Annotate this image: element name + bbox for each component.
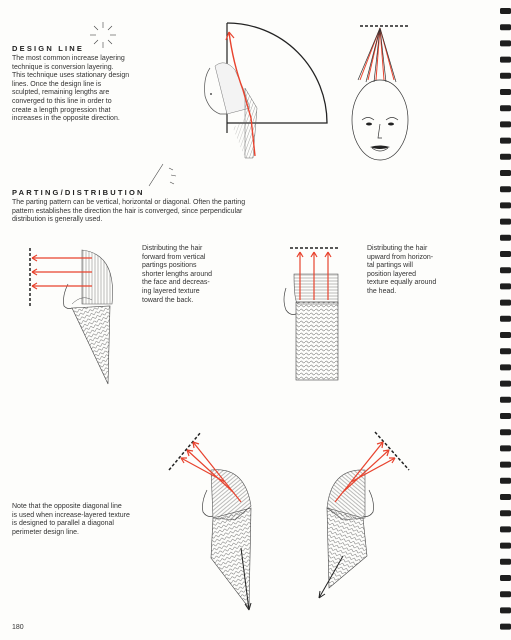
binding-ring bbox=[500, 478, 511, 484]
text-line: texture equally around bbox=[367, 279, 437, 287]
binding-ring bbox=[500, 462, 511, 468]
binding-ring bbox=[500, 89, 511, 95]
text-line: The parting pattern can be vertical, horizontal or diagonal. Often the parting bbox=[12, 199, 246, 206]
binding-ring bbox=[500, 332, 511, 338]
diagonal-parting-caption bbox=[12, 503, 172, 537]
binding-ring bbox=[500, 267, 511, 273]
text-line: Note that the opposite diagonal line bbox=[12, 503, 122, 510]
vertical-parting-illustration bbox=[22, 244, 142, 384]
compass-rose-icon bbox=[88, 20, 118, 50]
binding-ring bbox=[500, 316, 511, 322]
parting-heading: PARTING/DISTRIBUTION bbox=[12, 188, 145, 197]
binding-ring bbox=[500, 251, 511, 257]
text-line: shorter lengths around bbox=[142, 270, 213, 278]
parting-paragraph bbox=[12, 199, 352, 225]
text-line: tal partings will bbox=[367, 262, 413, 270]
binding-ring bbox=[500, 607, 511, 613]
binding-ring bbox=[500, 429, 511, 435]
binding-ring bbox=[500, 8, 511, 14]
text-line: pattern establishes the direction the hair is converged, since perpendicular bbox=[12, 207, 243, 215]
binding-ring bbox=[500, 591, 511, 597]
page-number: 180 bbox=[12, 624, 24, 631]
text-line: Distributing the hair bbox=[142, 245, 203, 252]
binding-ring bbox=[500, 154, 511, 160]
text-line: sculpted, remaining lengths are bbox=[12, 89, 110, 97]
text-line: technique is conversion layering. bbox=[12, 63, 114, 71]
binding-ring bbox=[500, 397, 511, 403]
binding-ring bbox=[500, 138, 511, 144]
binding-ring bbox=[500, 73, 511, 79]
text-line: lines. Once the design line is bbox=[12, 80, 102, 88]
spiral-binding bbox=[497, 0, 511, 640]
text-line: forward from vertical bbox=[142, 253, 206, 261]
binding-ring bbox=[500, 381, 511, 387]
binding-ring bbox=[500, 202, 511, 208]
binding-ring bbox=[500, 624, 511, 630]
binding-ring bbox=[500, 283, 511, 289]
binding-ring bbox=[500, 445, 511, 451]
text-line: upward from horizon- bbox=[367, 253, 434, 261]
binding-ring bbox=[500, 510, 511, 516]
binding-ring bbox=[500, 494, 511, 500]
design-line-paragraph bbox=[12, 55, 177, 124]
diagonal-back-parting-illustration bbox=[165, 428, 275, 613]
vertical-parting-caption bbox=[142, 245, 262, 305]
binding-ring bbox=[500, 348, 511, 354]
binding-ring bbox=[500, 186, 511, 192]
binding-ring bbox=[500, 526, 511, 532]
text-line: perimeter design line. bbox=[12, 528, 79, 536]
text-line: This technique uses stationary design bbox=[12, 72, 130, 80]
text-line: ing layered texture bbox=[142, 287, 200, 295]
design-line-heading: DESIGN LINE bbox=[12, 44, 85, 53]
binding-ring bbox=[500, 57, 511, 63]
binding-ring bbox=[500, 559, 511, 565]
binding-ring bbox=[500, 121, 511, 127]
text-line: position layered bbox=[367, 270, 417, 278]
binding-ring bbox=[500, 105, 511, 111]
binding-ring bbox=[500, 413, 511, 419]
horizontal-parting-illustration bbox=[280, 244, 370, 384]
design-line-quarter-circle-illustration bbox=[185, 18, 335, 168]
diagonal-forward-parting-illustration bbox=[305, 428, 415, 613]
text-line: is used when increase-layered texture bbox=[12, 511, 130, 519]
text-line: is designed to parallel a diagonal bbox=[12, 520, 114, 528]
binding-ring bbox=[500, 40, 511, 46]
binding-ring bbox=[500, 543, 511, 549]
horizontal-parting-caption bbox=[367, 245, 477, 297]
binding-ring bbox=[500, 364, 511, 370]
front-face-converging-illustration bbox=[340, 20, 440, 170]
text-line: partings positions bbox=[142, 262, 197, 270]
parting-direction-icon bbox=[145, 160, 181, 190]
binding-ring bbox=[500, 300, 511, 306]
text-line: distribution is generally used. bbox=[12, 216, 103, 224]
text-line: create a length progression that bbox=[12, 106, 111, 114]
binding-ring bbox=[500, 170, 511, 176]
binding-ring bbox=[500, 575, 511, 581]
binding-ring bbox=[500, 24, 511, 30]
text-line: Distributing the hair bbox=[367, 245, 428, 252]
text-line: The most common increase layering bbox=[12, 55, 125, 62]
text-line: the head. bbox=[367, 287, 397, 295]
text-line: converged to this line in order to bbox=[12, 97, 112, 105]
text-line: toward the back. bbox=[142, 296, 194, 304]
text-line: the face and decreas- bbox=[142, 279, 210, 287]
binding-ring bbox=[500, 235, 511, 241]
text-line: increases in the opposite direction. bbox=[12, 115, 120, 123]
binding-ring bbox=[500, 219, 511, 225]
